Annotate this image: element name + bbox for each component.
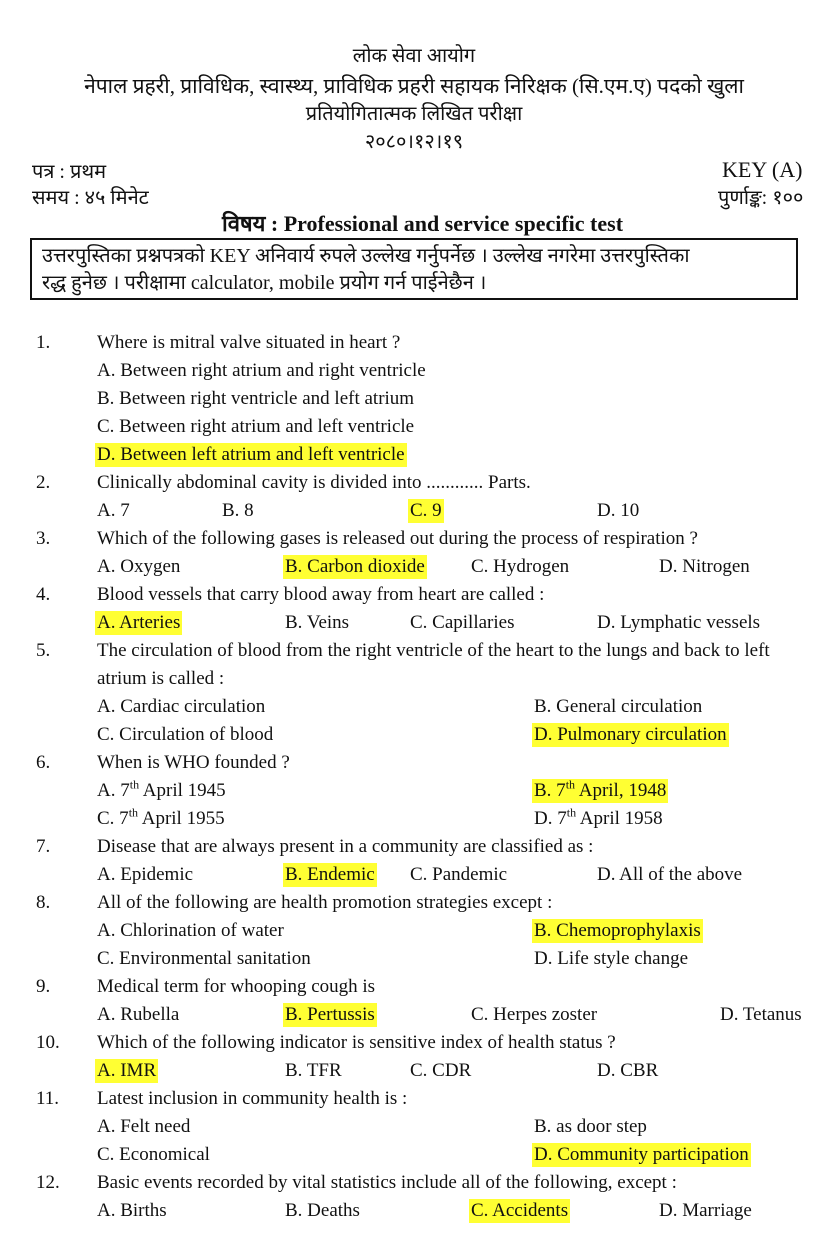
option-c: C. Economical: [97, 1144, 210, 1165]
exam-type: प्रतियोगितात्मक लिखित परीक्षा: [305, 103, 523, 125]
question-number: 7.: [36, 836, 51, 857]
option-d: D. CBR: [597, 1060, 659, 1081]
exam-post-title: नेपाल प्रहरी, प्राविधिक, स्वास्थ्य, प्राविधिक प्रहरी सहायक निरिक्षक (सि.एम.ए) पदको खुला: [84, 74, 744, 98]
option-a: A. Epidemic: [97, 864, 194, 885]
option-c: C. Pandemic: [410, 864, 508, 885]
question-number: 8.: [36, 892, 51, 913]
question-number: 5.: [36, 640, 51, 661]
paper-label: पत्र : प्रथम: [32, 161, 107, 183]
option-b-correct: B. Carbon dioxide: [285, 556, 425, 577]
option-b-correct: B. Chemoprophylaxis: [534, 920, 701, 941]
instruction-notice: [30, 238, 798, 300]
option-c: C. 7th April 1955: [97, 805, 225, 829]
subject-title: विषय : Professional and service specific test: [222, 211, 624, 236]
answer-key-label: KEY (A): [722, 157, 803, 182]
option-d: D. Tetanus: [720, 1004, 802, 1025]
option-a-correct: A. IMR: [97, 1060, 157, 1081]
option-d: D. Marriage: [659, 1200, 752, 1221]
exam-date: २०८०।१२।१९: [364, 131, 464, 153]
option-d: D. Life style change: [534, 948, 689, 969]
option-a: A. 7th April 1945: [97, 777, 226, 801]
question-text: Which of the following indicator is sensitive index of health status ?: [97, 1032, 616, 1053]
option-b: B. TFR: [285, 1060, 342, 1081]
full-marks-label: पुर्णाङ्क: १००: [718, 187, 804, 209]
option-a: A. 7: [97, 500, 130, 521]
question-number: 10.: [36, 1032, 60, 1053]
option-d-correct: D. Between left atrium and left ventricle: [97, 444, 405, 465]
question-number: 12.: [36, 1172, 60, 1193]
question-number: 6.: [36, 752, 51, 773]
exam-authority: लोक सेवा आयोग: [352, 45, 476, 67]
option-a: A. Cardiac circulation: [97, 696, 266, 717]
option-d: D. Lymphatic vessels: [597, 612, 761, 633]
question-number: 9.: [36, 976, 51, 997]
option-b-correct: B. Endemic: [285, 864, 375, 885]
question-text: All of the following are health promotion strategies except :: [97, 892, 553, 913]
option-c: C. Hydrogen: [471, 556, 570, 577]
notice-line-2: रद्ध हुनेछ । परीक्षामा calculator, mobile प्रयोग गर्न पाईनेछैन ।: [42, 272, 487, 294]
question-text: Which of the following gases is released out during the process of respiration ?: [97, 528, 698, 549]
option-a: A. Between right atrium and right ventricle: [97, 360, 426, 381]
question-number: 2.: [36, 472, 51, 493]
option-a-correct: A. Arteries: [97, 612, 181, 633]
question-number: 11.: [36, 1088, 60, 1109]
option-b: B. Deaths: [285, 1200, 360, 1221]
question-text: Clinically abdominal cavity is divided into ............ Parts.: [97, 472, 531, 493]
question-number: 1.: [36, 332, 51, 353]
option-b-correct: B. 7th April, 1948: [534, 777, 667, 801]
option-b: B. Veins: [285, 612, 350, 633]
option-d-correct: D. Pulmonary circulation: [534, 724, 727, 745]
question-text: Where is mitral valve situated in heart ?: [97, 332, 401, 353]
question-text: Medical term for whooping cough is: [97, 976, 376, 997]
option-d: D. 7th April 1958: [534, 805, 663, 829]
option-c-correct: C. 9: [410, 500, 442, 521]
option-a: A. Oxygen: [97, 556, 181, 577]
option-b: B. Between right ventricle and left atrium: [97, 388, 415, 409]
option-d: D. All of the above: [597, 864, 743, 885]
option-a: A. Rubella: [97, 1004, 180, 1025]
question-text: Blood vessels that carry blood away from heart are called :: [97, 584, 545, 605]
question-number: 4.: [36, 584, 51, 605]
question-text: The circulation of blood from the right ventricle of the heart to the lungs and back to left atrium is called :: [97, 640, 770, 689]
option-c: C. Herpes zoster: [471, 1004, 598, 1025]
option-a: A. Chlorination of water: [97, 920, 284, 941]
option-b-correct: B. Pertussis: [285, 1004, 375, 1025]
option-c: C. Circulation of blood: [97, 724, 274, 745]
question-text: Disease that are always present in a community are classified as :: [97, 836, 594, 857]
option-b: B. 8: [222, 500, 254, 521]
question-text: When is WHO founded ?: [97, 752, 290, 773]
option-c: C. CDR: [410, 1060, 472, 1081]
option-c: C. Between right atrium and left ventricle: [97, 416, 415, 437]
option-d: D. 10: [597, 500, 640, 521]
option-c-correct: C. Accidents: [471, 1200, 569, 1221]
option-d: D. Nitrogen: [659, 556, 750, 577]
notice-line-1: उत्तरपुस्तिका प्रश्नपत्रको KEY अनिवार्य रुपले उल्लेख गर्नुपर्नेछ । उल्लेख नगरेमा उत्तरपुस्तिका: [42, 245, 690, 267]
question-text: Latest inclusion in community health is :: [97, 1088, 408, 1109]
option-c: C. Capillaries: [410, 612, 515, 633]
option-d-correct: D. Community participation: [534, 1144, 749, 1165]
option-b: B. General circulation: [534, 696, 703, 717]
question-number: 3.: [36, 528, 51, 549]
question-text: Basic events recorded by vital statistics include all of the following, except :: [97, 1172, 677, 1193]
time-label: समय : ४५ मिनेट: [32, 187, 149, 209]
option-a: A. Births: [97, 1200, 167, 1221]
option-b: B. as door step: [534, 1116, 647, 1137]
option-a: A. Felt need: [97, 1116, 191, 1137]
option-c: C. Environmental sanitation: [97, 948, 311, 969]
